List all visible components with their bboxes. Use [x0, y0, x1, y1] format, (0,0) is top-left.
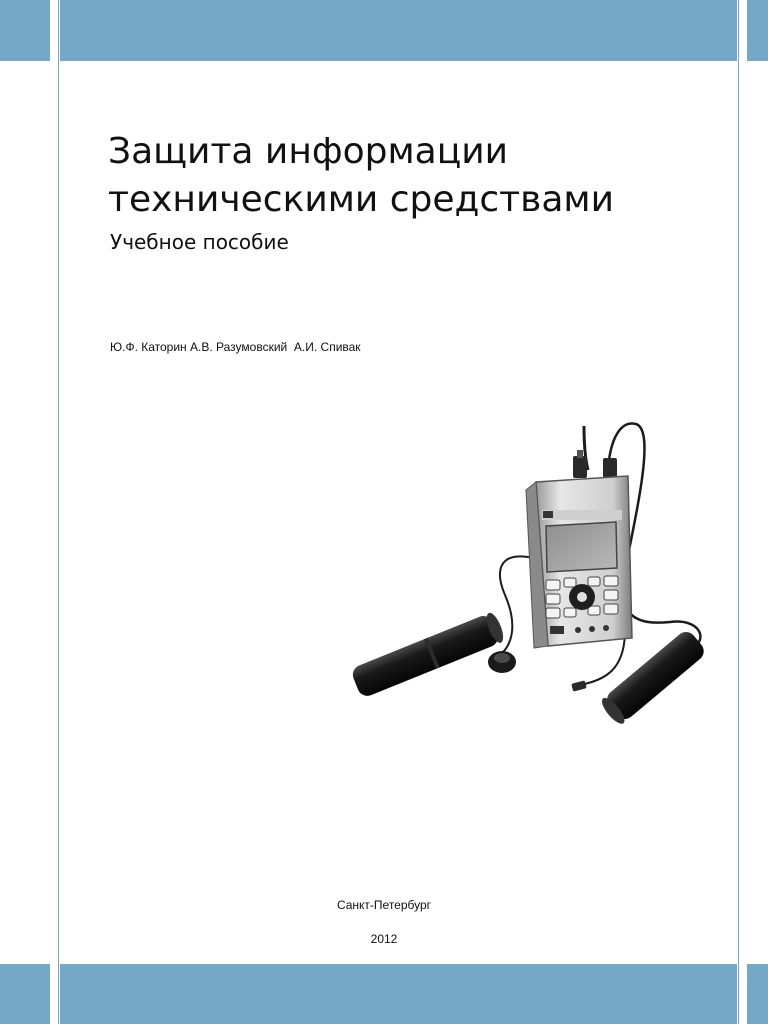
right-rule [738, 0, 739, 1024]
cover-title-line-2: техническими средствами [108, 179, 614, 220]
cover-city: Санкт-Петербург [336, 898, 432, 912]
cover-title [108, 128, 614, 224]
bottom-band-left [0, 964, 50, 1024]
left-rule [58, 0, 59, 1024]
top-band-right [747, 0, 768, 61]
top-band-left [0, 0, 50, 61]
cover-title-line-1: Защита информации [108, 131, 509, 172]
cover-authors: Ю.Ф. Каторин А.В. Разумовский А.И. Спивак [110, 340, 361, 354]
cover-subtitle: Учебное пособие [110, 230, 289, 254]
bottom-band-right [747, 964, 768, 1024]
cover-year: 2012 [370, 932, 398, 946]
device-illustration [340, 410, 720, 740]
bottom-band [60, 964, 737, 1024]
top-band [60, 0, 737, 61]
